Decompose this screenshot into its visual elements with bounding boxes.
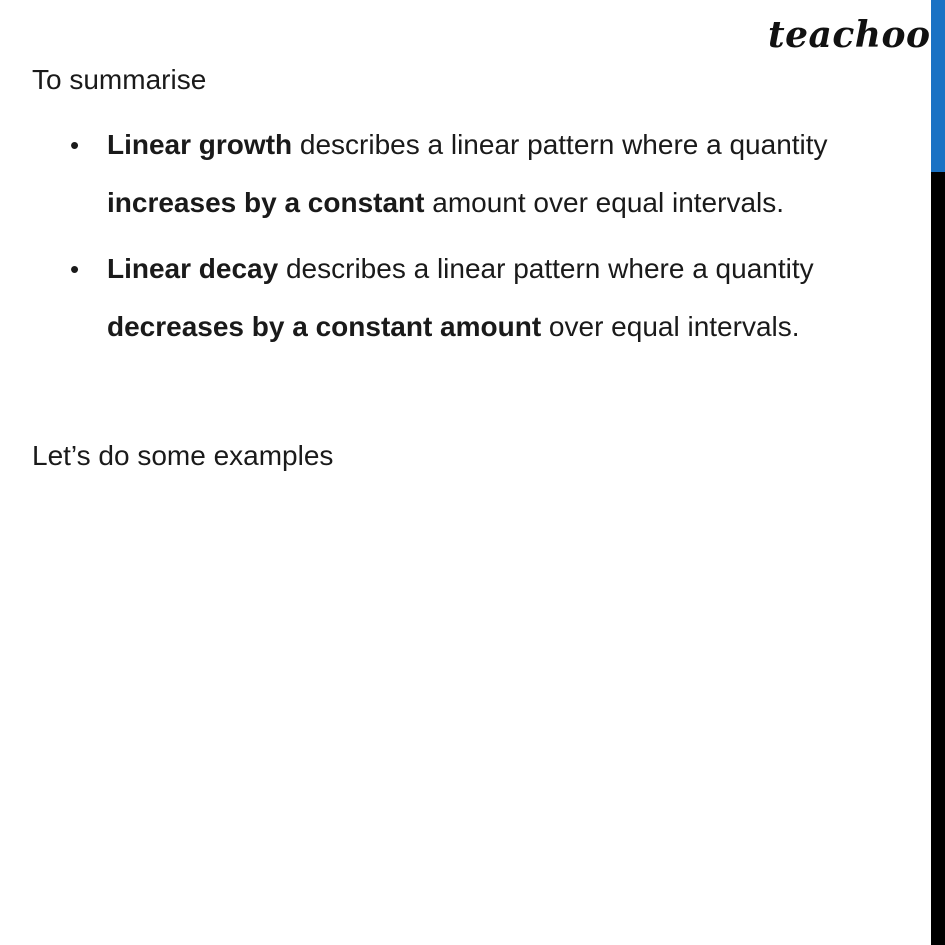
bullet-term: Linear growth xyxy=(107,129,293,160)
bullet-body: describes a linear pattern where a quantity xyxy=(278,253,814,284)
side-bar xyxy=(931,0,945,945)
bullet-icon: • xyxy=(70,130,80,160)
bullet-icon: • xyxy=(70,254,80,284)
bullet-body: describes a linear pattern where a quantity xyxy=(292,129,828,160)
intro-text: To summarise xyxy=(32,64,207,95)
bullet-body-end: over equal intervals. xyxy=(541,311,800,342)
teachoo-logo: teachoo xyxy=(768,14,931,56)
bullet-term: Linear decay xyxy=(107,253,279,284)
outro-text: Let’s do some examples xyxy=(32,440,334,471)
bullet-emphasis: decreases by a constant amount xyxy=(107,311,542,342)
bullet-text xyxy=(107,240,907,356)
side-bar-accent xyxy=(931,0,945,172)
bullet-emphasis: increases by a constant xyxy=(107,187,425,218)
bullet-text xyxy=(107,116,907,232)
bullet-body-end: amount over equal intervals. xyxy=(424,187,785,218)
